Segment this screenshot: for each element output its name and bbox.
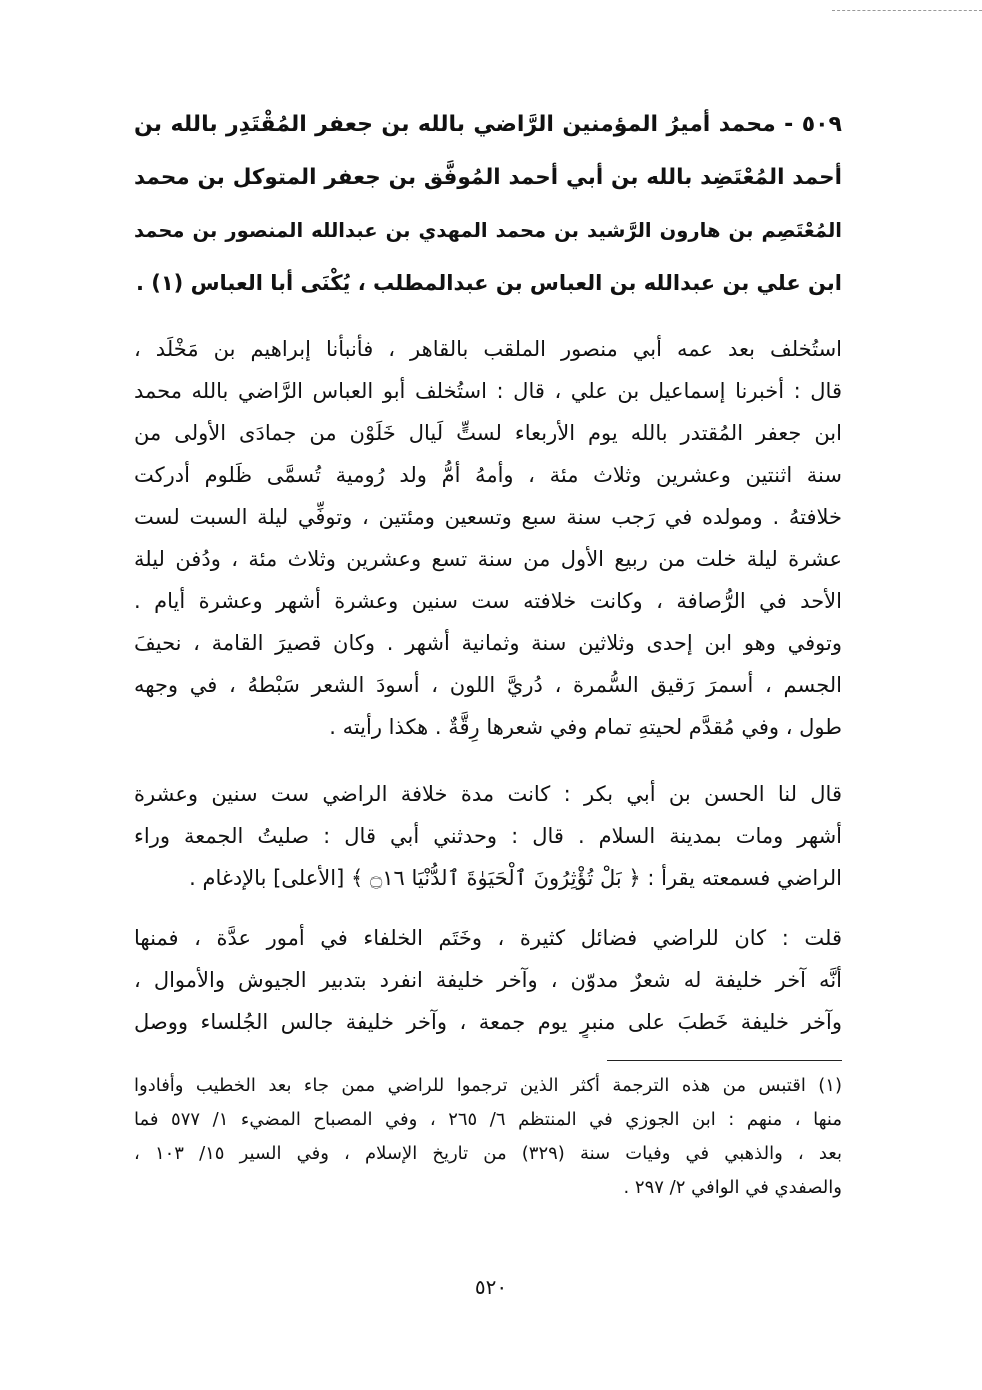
footnote-line: منها ، منهم : ابن الجوزي في المنتظم ٦/ ٢٦٥ ، وفي المصباح المضيء ١/ ٥٧٧ فما [134, 1109, 842, 1130]
paragraph-line: سنة اثنتين وعشرين وثلاث مئة ، وأمهُ أمُّ ولد رُومية تُسمَّى ظَلوم أدركت [134, 463, 842, 487]
footnote [134, 1072, 842, 1222]
footnote-line: (١) اقتبس من هذه الترجمة أكثر الذين ترجموا للراضي ممن جاء بعد الخطيب وأفادوا [134, 1075, 842, 1096]
paragraph-line: قال لنا الحسن بن أبي بكر : كانت مدة خلافة الراضي ست سنين وعشرة [134, 782, 842, 806]
paragraph-biography [134, 333, 842, 753]
paragraph-line: وتوفي وهو ابن إحدى وثلاثين سنة وثمانية أشهر . وكان قصيرَ القامة ، نحيفَ [134, 631, 842, 655]
entry-heading-line: ٥٠٩ - محمد أميرُ المؤمنين الرَّاضي بالله بن جعفر المُقْتَدِر بالله بن [134, 112, 842, 137]
entry-heading-line: ابن علي بن عبدالله بن العباس بن عبدالمطلب ، يُكْنَى أبا العباس (١) . [135, 271, 842, 295]
paragraph-reign-duration [134, 778, 842, 908]
paragraph-line: قال : أخبرنا إسماعيل بن علي ، قال : استُخلف أبو العباس الرَّاضي بالله محمد [134, 379, 842, 403]
page-number: ٥٢٠ [474, 1275, 508, 1299]
paragraph-line: ابن جعفر المُقتدر بالله يوم الأربعاء لستٍّ لَيال خَلَوْن من جمادَى الأولى من [134, 421, 842, 445]
paragraph-line: قلت : كان للراضي فضائل كثيرة ، وخَتَم الخلفاء في أمور عدَّة ، فمنها [134, 926, 842, 950]
paragraph-line: وآخر خليفة خَطبَ على منبرٍ يوم جمعة ، وآخر خليفة جالس الجُلساء ووصل [134, 1010, 842, 1034]
entry-heading [134, 105, 842, 305]
paragraph-line: خلافتهُ . ومولده في رَجب سنة سبع وتسعين ومئتين ، وتوفِّي ليلة السبت لست [134, 505, 842, 529]
footnote-line: والصفدي في الوافي ٢/ ٢٩٧ . [623, 1177, 842, 1198]
paragraph-line: طول ، وفي مُقدَّم لحيتهِ تمام وفي شعرها رِقَّةٌ . هكذا رأيته . [329, 715, 842, 739]
paragraph-line: استُخلف بعد عمه أبي منصور الملقب بالقاهر ، فأنبأنا إبراهيم بن مَخْلَد ، [134, 337, 842, 361]
paragraph-line: الأحد في الرُّصافة ، وكانت خلافته ست سنين وعشرة أشهر وعشرة أيام . [134, 589, 842, 613]
paragraph-line: الراضي فسمعته يقرأ : ﴿ بَلْ تُؤْثِرُونَ ٱلْحَيَوٰةَ ٱلدُّنْيَا ۝١٦ ﴾ [الأعلى] بالإدغام . [189, 866, 842, 890]
footnote-line: بعد ، والذهبي في وفيات سنة (٣٢٩) من تاريخ الإسلام ، وفي السير ١٥/ ١٠٣ ، [134, 1143, 842, 1164]
entry-heading-line: المُعْتَصِم بن هارون الرَّشيد بن محمد المهدي بن عبدالله المنصور بن محمد [134, 219, 842, 242]
paragraph-line: عشرة ليلة خلت من ربيع الأول من سنة تسع وعشرين وثلاث مئة ، ودُفن ليلة [134, 547, 842, 571]
footnote-separator [607, 1060, 842, 1061]
paragraph-line: أنَّه آخر خليفة له شعرٌ مدوّن ، وآخر خليفة انفرد بتدبير الجيوش والأموال ، [134, 968, 842, 992]
paragraph-line: أشهر ومات بمدينة السلام . قال : وحدثني أبي قال : صليتُ الجمعة وراء [134, 824, 842, 848]
scan-corner-mark [832, 10, 982, 11]
paragraph-author-note [134, 922, 842, 1052]
paragraph-line: الجسم ، أسمرَ رَقيق السُّمرة ، دُريَّ اللون ، أسودَ الشعر سَبْطهُ ، في وجهه [134, 673, 842, 697]
entry-heading-line: أحمد المُعْتَضِد بالله بن أبي أحمد المُوفَّق بن جعفر المتوكل بن محمد [134, 165, 842, 190]
